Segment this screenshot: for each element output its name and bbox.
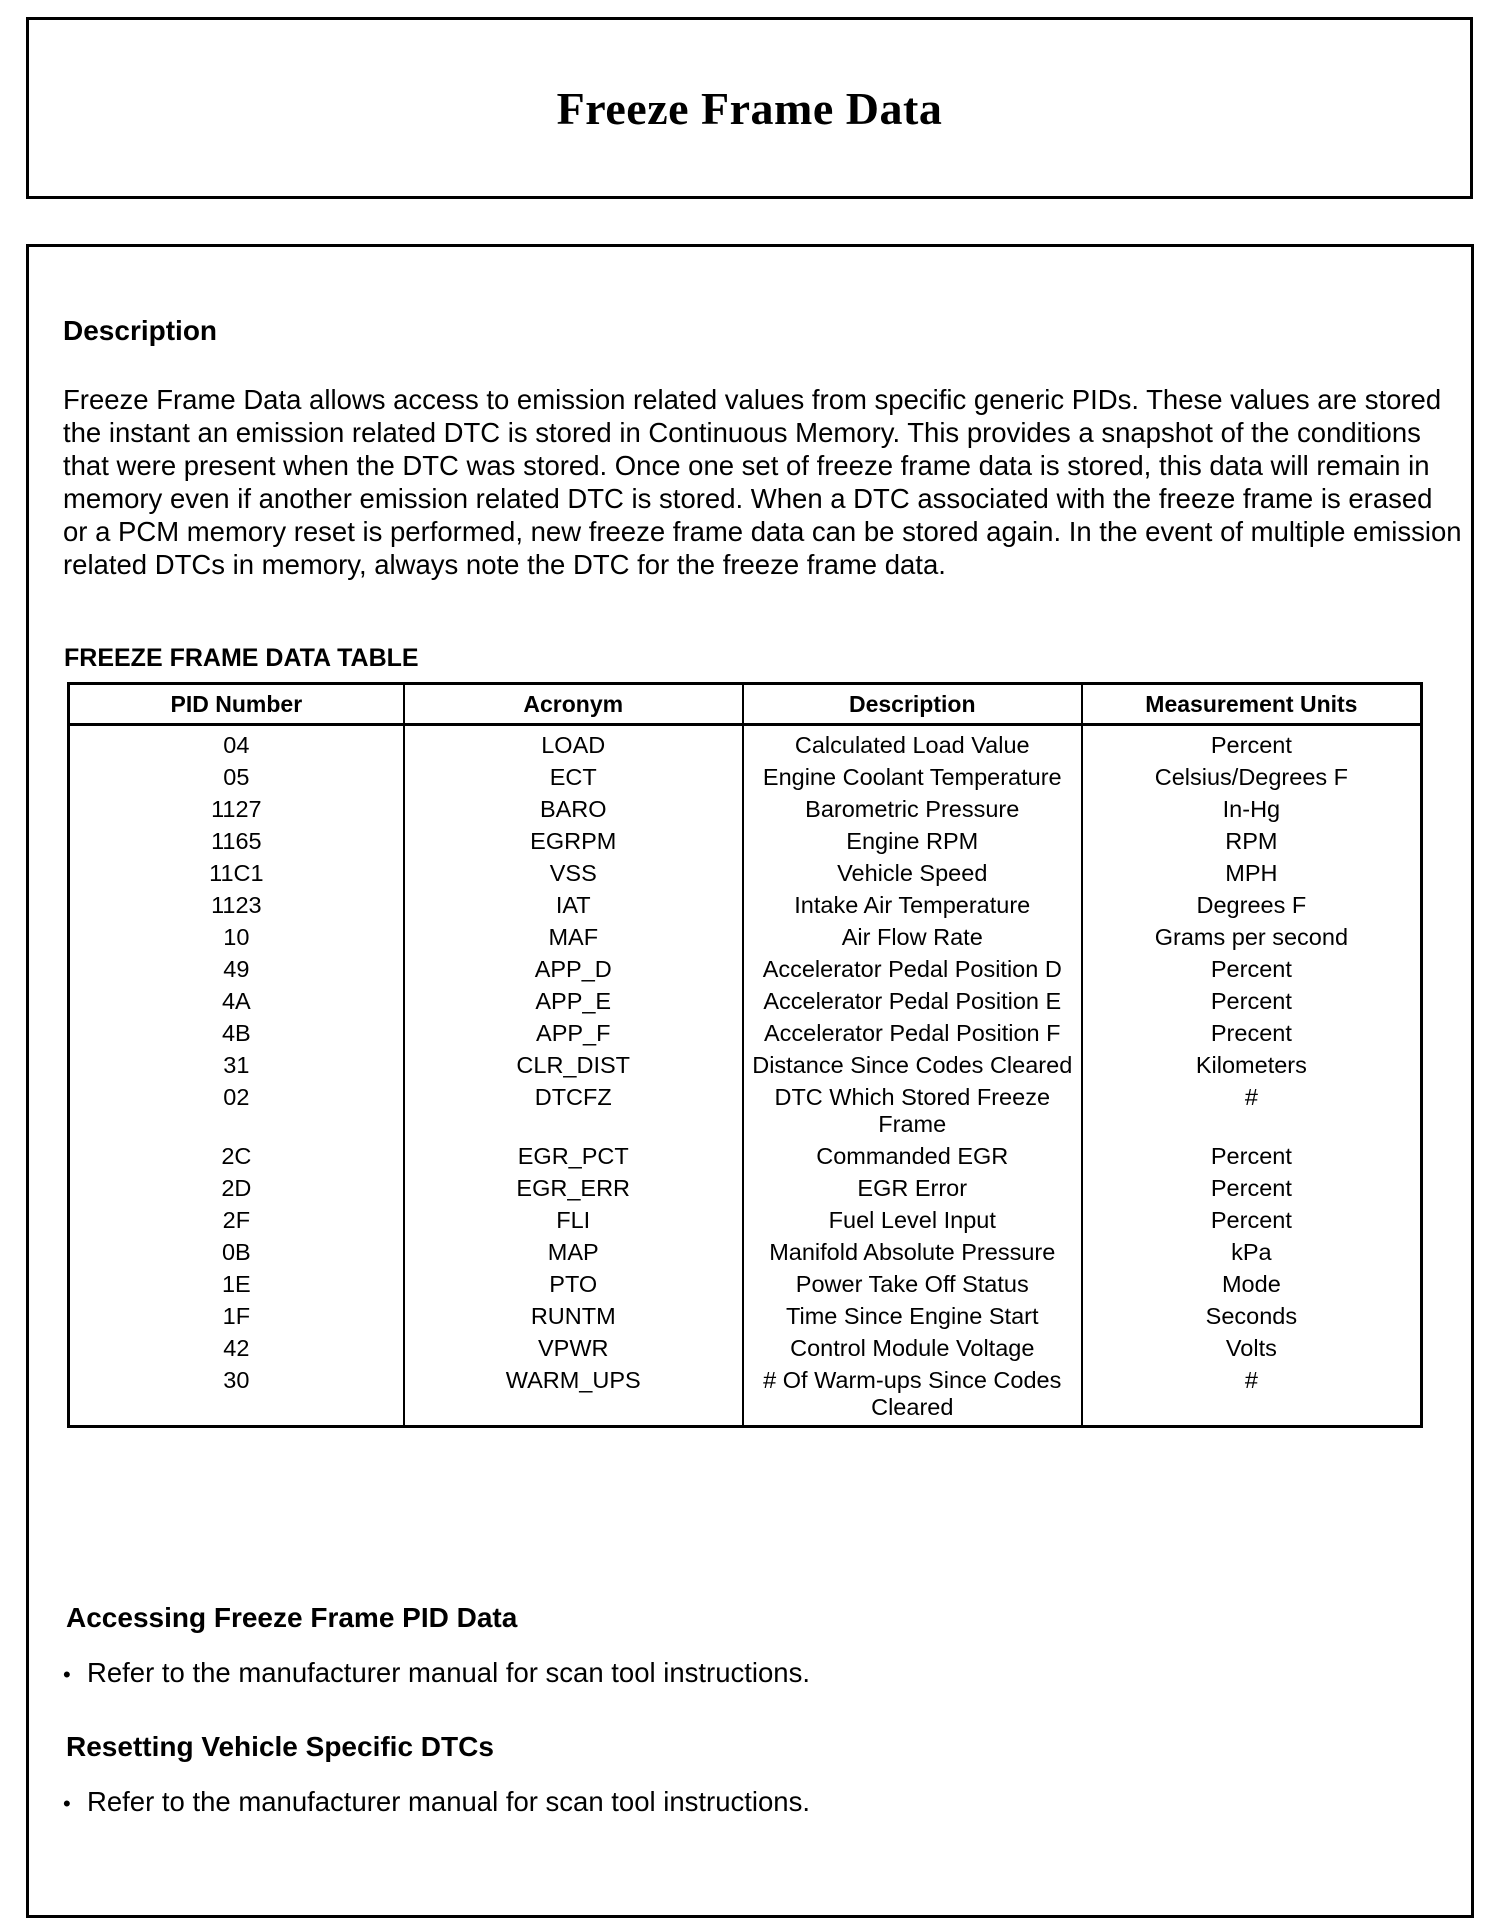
table-row bbox=[69, 1020, 1422, 1052]
resetting-bullet-item bbox=[63, 1786, 810, 1818]
header-description: Description bbox=[743, 684, 1082, 725]
table-header-row bbox=[69, 684, 1422, 725]
cell-measurement-units: Grams per second bbox=[1082, 924, 1422, 956]
table-body bbox=[69, 725, 1422, 1427]
cell-acronym: LOAD bbox=[404, 725, 743, 765]
cell-measurement-units: Percent bbox=[1082, 1175, 1422, 1207]
description-paragraph: Freeze Frame Data allows access to emission related values from specific generic PIDs. These values are stored the instant an emission related DTC is stored in Continuous Memory. This provides a snapshot of the conditions that were present when the DTC was stored. Once one set of freeze frame data is stored, this data will remain in memory even if another emission related DTC is stored. When a DTC associated with the freeze frame is erased or a PCM memory reset is performed, new freeze frame data can be stored again. In the event of multiple emission related DTCs in memory, always note the DTC for the freeze frame data. bbox=[63, 384, 1462, 580]
title-box bbox=[26, 17, 1473, 199]
table-row bbox=[69, 796, 1422, 828]
cell-measurement-units: Degrees F bbox=[1082, 892, 1422, 924]
content-box bbox=[26, 244, 1474, 1918]
table-row bbox=[69, 1143, 1422, 1175]
cell-acronym: APP_D bbox=[404, 956, 743, 988]
table-row bbox=[69, 828, 1422, 860]
table-row bbox=[69, 1207, 1422, 1239]
cell-pid-number: 05 bbox=[69, 764, 404, 796]
cell-pid-number: 49 bbox=[69, 956, 404, 988]
cell-pid-number: 10 bbox=[69, 924, 404, 956]
cell-acronym: WARM_UPS bbox=[404, 1367, 743, 1427]
accessing-heading: Accessing Freeze Frame PID Data bbox=[66, 1602, 518, 1633]
table-row bbox=[69, 988, 1422, 1020]
table-row bbox=[69, 725, 1422, 765]
table-row bbox=[69, 1052, 1422, 1084]
resetting-heading: Resetting Vehicle Specific DTCs bbox=[66, 1731, 494, 1762]
freeze-frame-table bbox=[67, 682, 1423, 1428]
accessing-bullet-text: Refer to the manufacturer manual for scan tool instructions. bbox=[87, 1657, 810, 1688]
table-row bbox=[69, 1303, 1422, 1335]
cell-pid-number: 02 bbox=[69, 1084, 404, 1143]
cell-measurement-units: Seconds bbox=[1082, 1303, 1422, 1335]
table-caption: FREEZE FRAME DATA TABLE bbox=[64, 644, 419, 672]
cell-acronym: EGR_PCT bbox=[404, 1143, 743, 1175]
cell-measurement-units: Percent bbox=[1082, 988, 1422, 1020]
cell-measurement-units: Percent bbox=[1082, 1207, 1422, 1239]
cell-acronym: EGR_ERR bbox=[404, 1175, 743, 1207]
cell-measurement-units: Kilometers bbox=[1082, 1052, 1422, 1084]
cell-measurement-units: # bbox=[1082, 1367, 1422, 1427]
cell-description: Accelerator Pedal Position D bbox=[743, 956, 1082, 988]
cell-acronym: PTO bbox=[404, 1271, 743, 1303]
table-row bbox=[69, 892, 1422, 924]
cell-pid-number: 4B bbox=[69, 1020, 404, 1052]
cell-acronym: MAF bbox=[404, 924, 743, 956]
cell-pid-number: 2F bbox=[69, 1207, 404, 1239]
table-row bbox=[69, 1335, 1422, 1367]
cell-pid-number: 11C1 bbox=[69, 860, 404, 892]
cell-description: Fuel Level Input bbox=[743, 1207, 1082, 1239]
cell-measurement-units: # bbox=[1082, 1084, 1422, 1143]
accessing-bullet-item bbox=[63, 1657, 810, 1689]
cell-pid-number: 1123 bbox=[69, 892, 404, 924]
cell-description: Calculated Load Value bbox=[743, 725, 1082, 765]
header-measurement-units: Measurement Units bbox=[1082, 684, 1422, 725]
cell-pid-number: 2C bbox=[69, 1143, 404, 1175]
cell-measurement-units: Volts bbox=[1082, 1335, 1422, 1367]
cell-description: Vehicle Speed bbox=[743, 860, 1082, 892]
cell-description: Manifold Absolute Pressure bbox=[743, 1239, 1082, 1271]
table-row bbox=[69, 860, 1422, 892]
header-acronym: Acronym bbox=[404, 684, 743, 725]
cell-description: Accelerator Pedal Position E bbox=[743, 988, 1082, 1020]
cell-acronym: CLR_DIST bbox=[404, 1052, 743, 1084]
cell-measurement-units: MPH bbox=[1082, 860, 1422, 892]
cell-acronym: FLI bbox=[404, 1207, 743, 1239]
cell-description: Air Flow Rate bbox=[743, 924, 1082, 956]
cell-pid-number: 2D bbox=[69, 1175, 404, 1207]
cell-pid-number: 31 bbox=[69, 1052, 404, 1084]
cell-pid-number: 1127 bbox=[69, 796, 404, 828]
cell-acronym: RUNTM bbox=[404, 1303, 743, 1335]
cell-acronym: ECT bbox=[404, 764, 743, 796]
cell-description: Barometric Pressure bbox=[743, 796, 1082, 828]
cell-measurement-units: Celsius/Degrees F bbox=[1082, 764, 1422, 796]
bullet-icon: • bbox=[63, 1791, 71, 1816]
cell-measurement-units: Precent bbox=[1082, 1020, 1422, 1052]
table-row bbox=[69, 956, 1422, 988]
cell-pid-number: 1E bbox=[69, 1271, 404, 1303]
page-title: Freeze Frame Data bbox=[556, 82, 943, 134]
cell-acronym: DTCFZ bbox=[404, 1084, 743, 1143]
cell-pid-number: 0B bbox=[69, 1239, 404, 1271]
cell-description: Control Module Voltage bbox=[743, 1335, 1082, 1367]
table-row bbox=[69, 1239, 1422, 1271]
bullet-icon: • bbox=[63, 1662, 71, 1687]
cell-pid-number: 1165 bbox=[69, 828, 404, 860]
table-row bbox=[69, 1084, 1422, 1143]
cell-description: Engine Coolant Temperature bbox=[743, 764, 1082, 796]
cell-pid-number: 4A bbox=[69, 988, 404, 1020]
cell-measurement-units: RPM bbox=[1082, 828, 1422, 860]
cell-description: DTC Which Stored Freeze Frame bbox=[743, 1084, 1082, 1143]
cell-description: # Of Warm-ups Since Codes Cleared bbox=[743, 1367, 1082, 1427]
cell-acronym: BARO bbox=[404, 796, 743, 828]
cell-acronym: APP_F bbox=[404, 1020, 743, 1052]
cell-measurement-units: Percent bbox=[1082, 1143, 1422, 1175]
cell-description: Commanded EGR bbox=[743, 1143, 1082, 1175]
cell-description: Accelerator Pedal Position F bbox=[743, 1020, 1082, 1052]
cell-pid-number: 30 bbox=[69, 1367, 404, 1427]
cell-measurement-units: In-Hg bbox=[1082, 796, 1422, 828]
cell-description: Power Take Off Status bbox=[743, 1271, 1082, 1303]
table-row bbox=[69, 764, 1422, 796]
cell-acronym: VPWR bbox=[404, 1335, 743, 1367]
cell-measurement-units: Mode bbox=[1082, 1271, 1422, 1303]
cell-description: Engine RPM bbox=[743, 828, 1082, 860]
resetting-bullet-text: Refer to the manufacturer manual for scan tool instructions. bbox=[87, 1786, 810, 1817]
cell-acronym: VSS bbox=[404, 860, 743, 892]
cell-acronym: MAP bbox=[404, 1239, 743, 1271]
table-row bbox=[69, 1175, 1422, 1207]
cell-description: EGR Error bbox=[743, 1175, 1082, 1207]
table-row bbox=[69, 1271, 1422, 1303]
cell-acronym: IAT bbox=[404, 892, 743, 924]
description-heading: Description bbox=[63, 315, 218, 346]
cell-measurement-units: kPa bbox=[1082, 1239, 1422, 1271]
cell-acronym: EGRPM bbox=[404, 828, 743, 860]
table-row bbox=[69, 924, 1422, 956]
cell-acronym: APP_E bbox=[404, 988, 743, 1020]
cell-pid-number: 04 bbox=[69, 725, 404, 765]
cell-description: Time Since Engine Start bbox=[743, 1303, 1082, 1335]
cell-pid-number: 42 bbox=[69, 1335, 404, 1367]
table-row bbox=[69, 1367, 1422, 1427]
cell-pid-number: 1F bbox=[69, 1303, 404, 1335]
header-pid-number: PID Number bbox=[69, 684, 404, 725]
cell-measurement-units: Percent bbox=[1082, 725, 1422, 765]
cell-description: Distance Since Codes Cleared bbox=[743, 1052, 1082, 1084]
cell-measurement-units: Percent bbox=[1082, 956, 1422, 988]
cell-description: Intake Air Temperature bbox=[743, 892, 1082, 924]
